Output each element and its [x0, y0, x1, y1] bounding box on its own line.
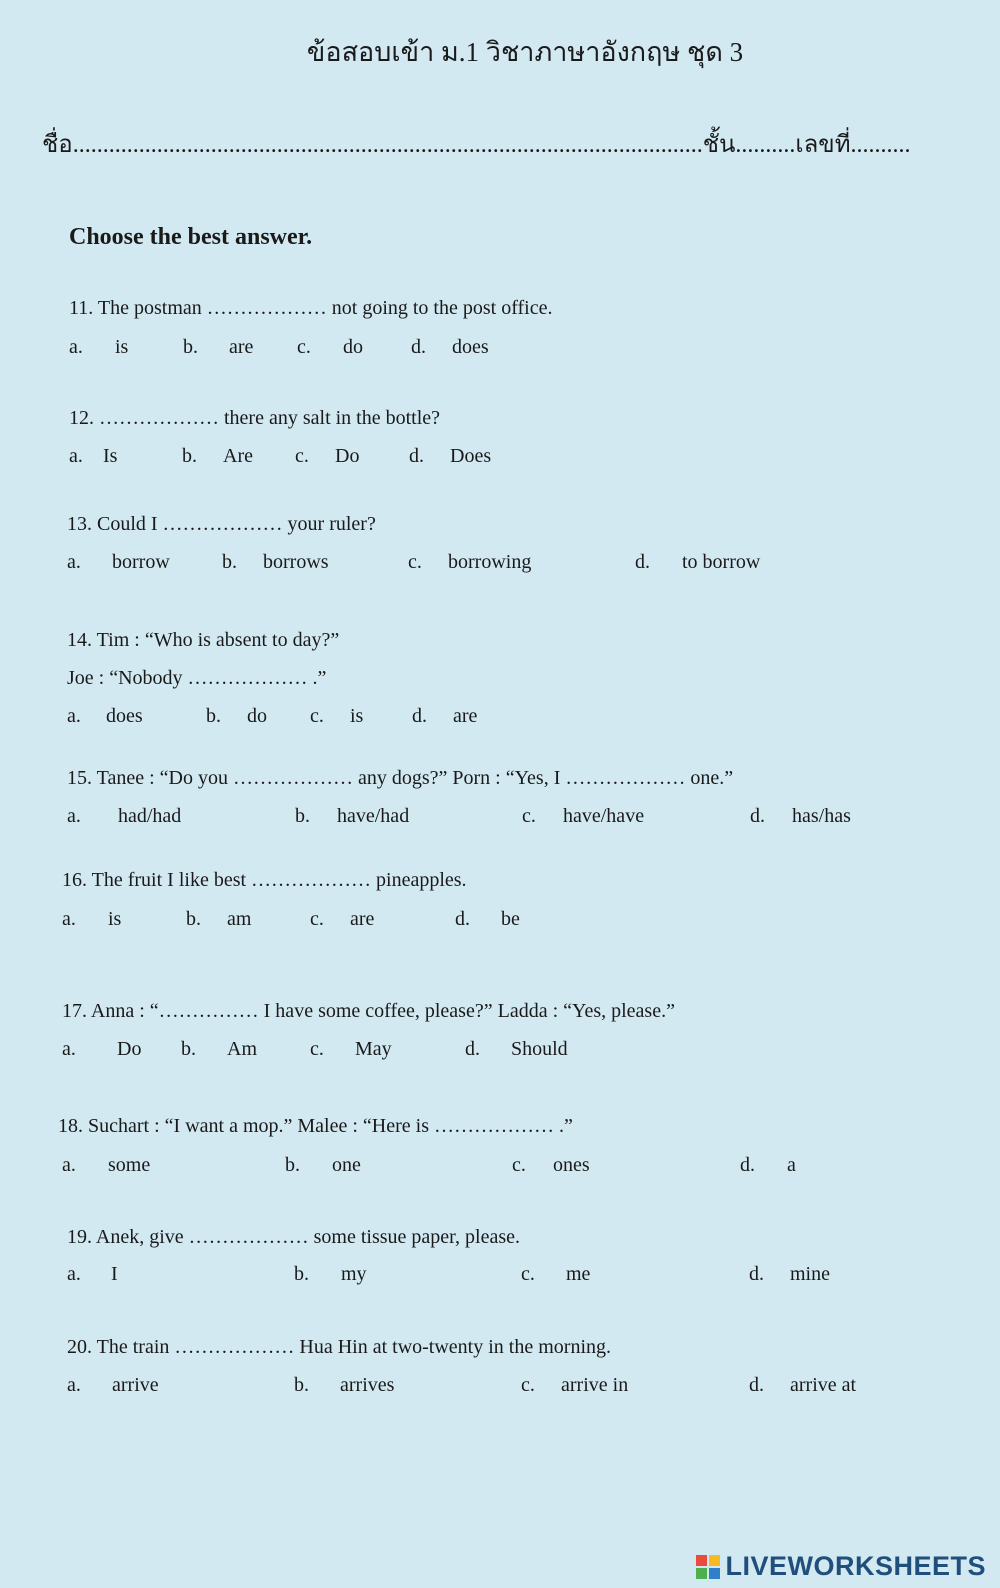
question-19-stem: 19. Anek, give ……………… some tissue paper, please. — [67, 1226, 521, 1248]
question-17-option-d[interactable]: d. Should — [465, 1038, 568, 1060]
brand-name: LIVEWORKSHEETS — [725, 1551, 986, 1581]
question-18-option-a[interactable]: a. some — [62, 1154, 151, 1176]
question-19-option-b[interactable]: b. my — [294, 1263, 367, 1285]
question-11-option-d[interactable]: d. does — [411, 336, 489, 358]
question-20-option-b[interactable]: b. arrives — [294, 1374, 395, 1396]
question-15-option-c[interactable]: c. have/have — [522, 805, 645, 827]
logo-square-4 — [709, 1568, 720, 1579]
question-17-stem: 17. Anna : “…………… I have some coffee, please?” Ladda : “Yes, please.” — [62, 1000, 675, 1022]
question-15-option-d[interactable]: d. has/has — [750, 805, 851, 827]
question-20-option-a[interactable]: a. arrive — [67, 1374, 159, 1396]
question-13-option-a[interactable]: a. borrow — [67, 551, 170, 573]
question-11-stem: 11. The postman ……………… not going to the post office. — [69, 297, 553, 319]
logo-square-3 — [696, 1568, 707, 1579]
instruction-heading: Choose the best answer. — [69, 224, 313, 250]
question-15-stem: 15. Tanee : “Do you ……………… any dogs?” Porn : “Yes, I ……………… one.” — [67, 767, 734, 789]
question-18-option-d[interactable]: d. a — [740, 1154, 796, 1176]
question-14-stem: 14. Tim : “Who is absent to day?” — [67, 629, 340, 651]
question-11-option-a[interactable]: a. is — [69, 336, 129, 358]
question-16-option-a[interactable]: a. is — [62, 908, 122, 930]
question-20-option-c[interactable]: c. arrive in — [521, 1374, 629, 1396]
question-11-option-b[interactable]: b. are — [183, 336, 254, 358]
question-12-option-b[interactable]: b. Are — [182, 445, 253, 467]
question-17-option-b[interactable]: b. Am — [181, 1038, 257, 1060]
question-17-option-c[interactable]: c. May — [310, 1038, 392, 1060]
question-12-option-c[interactable]: c. Do — [295, 445, 360, 467]
question-14-option-b[interactable]: b. do — [206, 705, 267, 727]
question-13-option-d[interactable]: d. to borrow — [635, 551, 761, 573]
question-19-option-a[interactable]: a. I — [67, 1263, 118, 1285]
question-14-option-a[interactable]: a. does — [67, 705, 143, 727]
page-title: ข้อสอบเข้า ม.1 วิชาภาษาอังกฤษ ชุด 3 — [306, 37, 744, 67]
question-14-stem-line-2: Joe : “Nobody ……………… .” — [67, 667, 327, 689]
question-19-option-d[interactable]: d. mine — [749, 1263, 830, 1285]
question-12-option-a[interactable]: a. Is — [69, 445, 118, 467]
question-20-stem: 20. The train ……………… Hua Hin at two-twenty in the morning. — [67, 1336, 611, 1358]
question-13-option-b[interactable]: b. borrows — [222, 551, 329, 573]
question-15-option-b[interactable]: b. have/had — [295, 805, 410, 827]
liveworksheets-logo — [696, 1551, 986, 1582]
question-13-option-c[interactable]: c. borrowing — [408, 551, 532, 573]
question-14-option-c[interactable]: c. is — [310, 705, 364, 727]
question-12-stem: 12. ……………… there any salt in the bottle? — [69, 407, 441, 429]
question-12-option-d[interactable]: d. Does — [409, 445, 492, 467]
logo-square-2 — [709, 1555, 720, 1566]
question-11-option-c[interactable]: c. do — [297, 336, 363, 358]
question-16-stem: 16. The fruit I like best ……………… pineapples. — [62, 869, 467, 891]
question-19-option-c[interactable]: c. me — [521, 1263, 591, 1285]
question-18-stem: 18. Suchart : “I want a mop.” Malee : “Here is ……………… .” — [58, 1115, 573, 1137]
question-18-option-c[interactable]: c. ones — [512, 1154, 590, 1176]
question-14-option-d[interactable]: d. are — [412, 705, 478, 727]
logo-square-1 — [696, 1555, 707, 1566]
question-15-option-a[interactable]: a. had/had — [67, 805, 182, 827]
question-17-option-a[interactable]: a. Do — [62, 1038, 142, 1060]
question-18-option-b[interactable]: b. one — [285, 1154, 361, 1176]
question-16-option-b[interactable]: b. am — [186, 908, 252, 930]
question-16-option-c[interactable]: c. are — [310, 908, 375, 930]
question-16-option-d[interactable]: d. be — [455, 908, 520, 930]
liveworksheets-logo-icon — [696, 1555, 720, 1579]
question-13-stem: 13. Could I ……………… your ruler? — [67, 513, 376, 535]
question-20-option-d[interactable]: d. arrive at — [749, 1374, 857, 1396]
name-class-number-line: ชื่อ.........................................................................................................ชั้น..........เลขที่.......... — [42, 132, 911, 158]
